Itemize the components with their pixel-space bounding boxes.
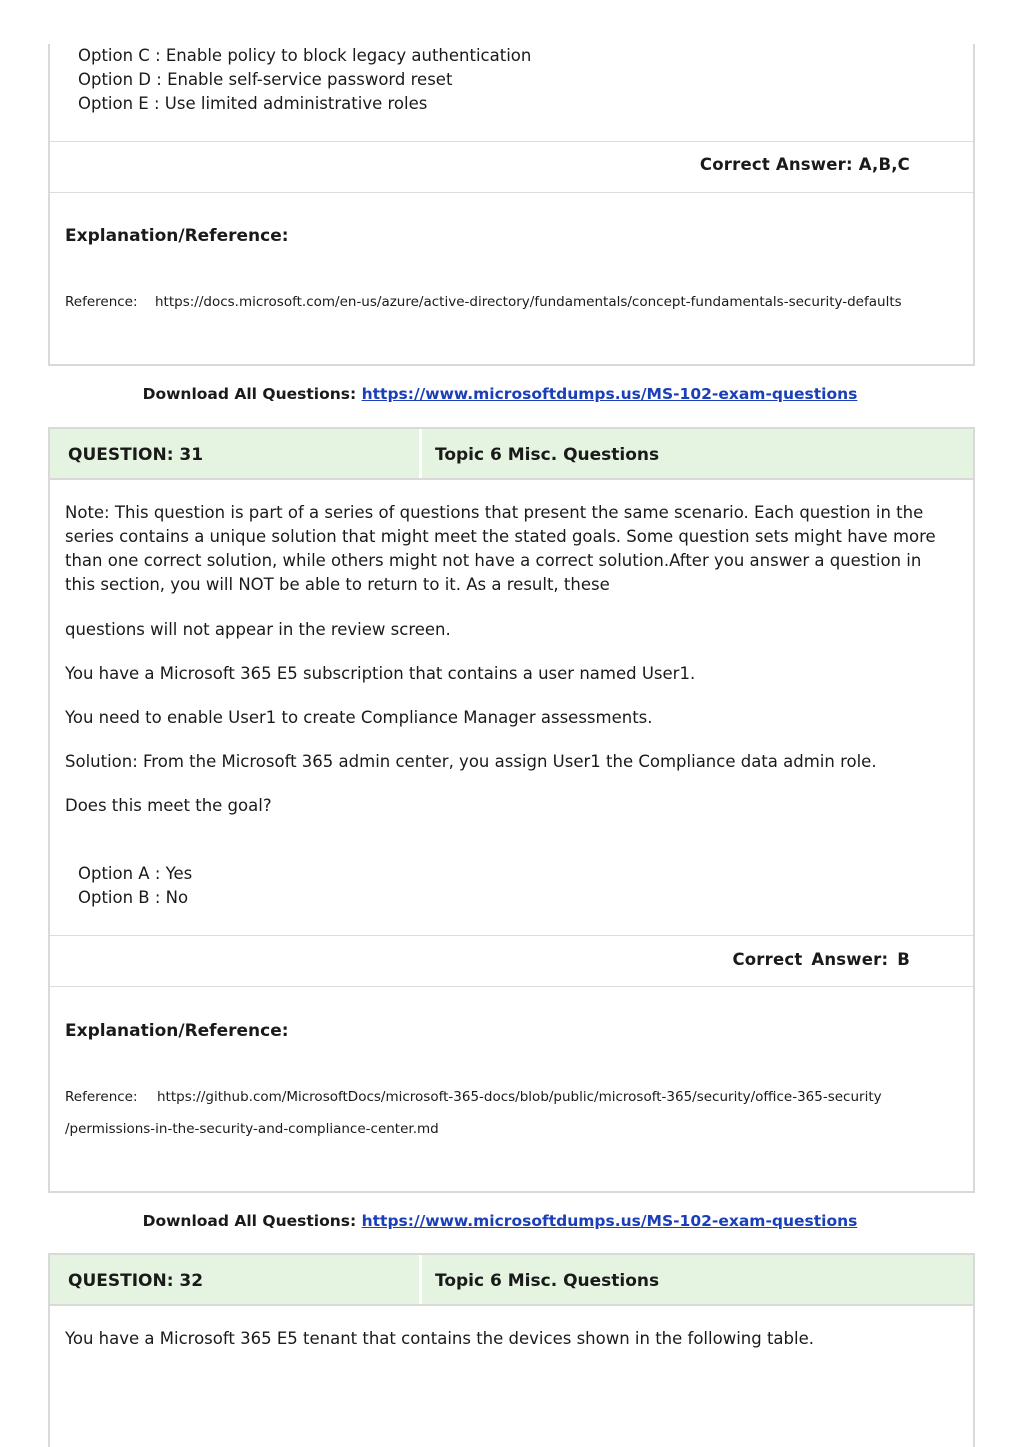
option-c: Option C : Enable policy to block legacy authentication: [78, 46, 532, 65]
reference-label: Reference:: [65, 294, 138, 310]
question-paragraph: Solution: From the Microsoft 365 admin center, you assign User1 the Compliance data admin role.: [65, 752, 877, 771]
download-link[interactable]: https://www.microsoftdumps.us/MS-102-exam-questions: [361, 1212, 858, 1230]
divider: [50, 986, 973, 987]
download-banner: [0, 385, 1000, 403]
divider: [50, 192, 973, 193]
option-d: Option D : Enable self-service password reset: [78, 70, 453, 89]
explanation-heading: Explanation/Reference:: [65, 1021, 289, 1041]
reference-line: [65, 294, 902, 310]
reference-url-continued: /permissions-in-the-security-and-compliance-center.md: [65, 1121, 439, 1137]
question-31-header: [48, 427, 975, 480]
option-b: Option B : No: [78, 888, 189, 907]
reference-line: [65, 1089, 882, 1105]
question-topic: Topic 6 Misc. Questions: [435, 445, 660, 465]
download-banner: [0, 1212, 1000, 1230]
question-paragraph: You have a Microsoft 365 E5 tenant that contains the devices shown in the following table.: [65, 1329, 814, 1348]
download-link[interactable]: https://www.microsoftdumps.us/MS-102-exam-questions: [361, 385, 858, 403]
correct-answer: Correct Answer: A,B,C: [699, 155, 910, 174]
question-number: QUESTION: 31: [68, 445, 204, 465]
explanation-heading: Explanation/Reference:: [65, 226, 289, 246]
question-paragraph: questions will not appear in the review screen.: [65, 620, 451, 639]
question-paragraph: Note: This question is part of a series of questions that present the same scenario. Each question in the series contains a unique solution that might meet the stated goals. Some question sets might have more than one correct solution, while others might not have a correct solution.After you answer a question in this section, you will NOT be able to return to it. As a result, these: [65, 503, 936, 594]
option-e: Option E : Use limited administrative roles: [78, 94, 428, 113]
question-paragraph: Does this meet the goal?: [65, 796, 272, 815]
reference-url: https://docs.microsoft.com/en-us/azure/active-directory/fundamentals/concept-fundamentals-security-defaults: [155, 294, 902, 310]
reference-label: Reference:: [65, 1089, 138, 1105]
divider: [50, 935, 973, 936]
option-a: Option A : Yes: [78, 864, 193, 883]
question-paragraph: You need to enable User1 to create Compliance Manager assessments.: [65, 708, 653, 727]
divider: [50, 141, 973, 142]
question-topic: Topic 6 Misc. Questions: [435, 1271, 660, 1291]
header-divider: [419, 429, 422, 478]
reference-url: https://github.com/MicrosoftDocs/microsoft-365-docs/blob/public/microsoft-365/security/office-365-security: [157, 1089, 882, 1105]
header-divider: [419, 1255, 422, 1304]
question-number: QUESTION: 32: [68, 1271, 204, 1291]
download-label: Download All Questions:: [142, 1212, 357, 1230]
download-label: Download All Questions:: [142, 385, 357, 403]
question-32-header: [48, 1253, 975, 1306]
question-paragraph: You have a Microsoft 365 E5 subscription that contains a user named User1.: [65, 664, 696, 683]
correct-answer: Correct Answer: B: [732, 950, 910, 969]
